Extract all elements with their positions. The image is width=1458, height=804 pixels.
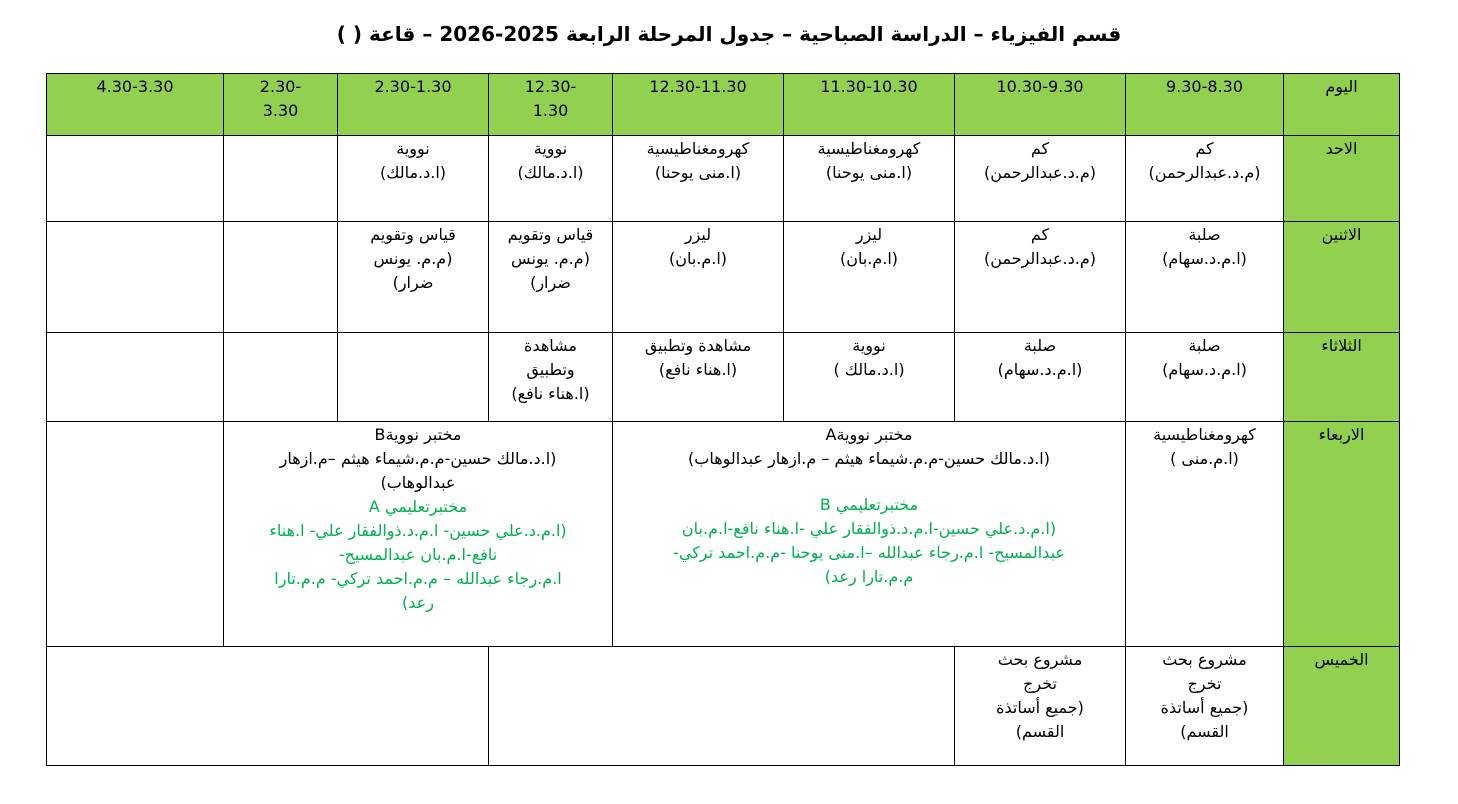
row-monday [47,222,1400,333]
subject: كهرومغناطيسية [646,139,750,158]
header-time-5-line2: 1.30 [532,101,569,120]
edu-lab-staff: نافع-ا.م.بان عبدالمسيح- [338,545,498,564]
tuesday-slot-7 [224,333,338,422]
project-line: تخرج [1023,674,1057,693]
row-sunday [47,136,1400,222]
sunday-slot-8 [47,136,224,222]
header-time-7-line1: -2.30 [259,77,302,96]
sunday-slot-4 [613,136,784,222]
monday-slot-8 [47,222,224,333]
subject: كهرومغناطيسية [1153,425,1256,444]
subject: صلبة [1188,225,1221,244]
project-line: مشروع بحث [997,650,1083,669]
subject: كم [1030,139,1050,158]
teacher: (ا.م.بان) [839,249,899,268]
subject: مشاهدة [524,336,577,355]
monday-slot-7 [224,222,338,333]
day-thursday: الخميس [1284,647,1400,766]
project-line: (جميع أساتذة [996,698,1084,717]
header-time-7 [224,74,338,136]
edu-lab-staff: ا.م.رجاء عبدالله – م.م.احمد تركي- م.م.تارا [274,569,562,588]
tuesday-slot-8 [47,333,224,422]
monday-slot-5 [489,222,613,333]
thursday-empty-2 [47,647,489,766]
header-time-4: 12.30-11.30 [613,74,784,136]
subject: كم [1195,139,1214,158]
subject: صلبة [1188,336,1221,355]
thursday-slot-1 [1126,647,1284,766]
subject: صلبة [1023,336,1057,355]
row-tuesday [47,333,1400,422]
edu-lab-title: مختبرتعليمي A [368,497,468,516]
subject: نووية [533,139,568,158]
header-time-8: 4.30-3.30 [47,74,224,136]
header-time-7-line2: 3.30 [262,101,299,120]
teacher: (ا.منى يوحنا) [825,163,913,182]
monday-slot-6 [338,222,489,333]
sunday-slot-1 [1126,136,1284,222]
teacher: ضرار) [392,273,434,292]
lab-title: مختبر نوويةB [374,425,462,444]
subject: ليزر [684,225,712,244]
edu-lab-staff: (ا.م.د.علي حسين- ا.م.د.ذوالفقار علي- ا.هناء [269,521,567,540]
project-line: مشروع بحث [1162,650,1247,669]
subject: مشاهدة وتطبيق [644,336,752,355]
header-day-cell [1284,74,1400,136]
day-wednesday: الاربعاء [1284,422,1400,647]
subject: كم [1030,225,1050,244]
lab-staff: عبدالوهاب) [380,473,456,492]
lab-staff: (ا.د.مالك حسين-م.م.شيماء هيثم – م.ازهار عبدالوهاب) [688,449,1050,468]
sunday-slot-3 [784,136,955,222]
tuesday-slot-3 [784,333,955,422]
subject: نووية [396,139,430,158]
header-time-1: 9.30-8.30 [1126,74,1284,136]
teacher: (م.د.عبدالرحمن) [984,163,1096,182]
header-time-5-line1: -12.30 [524,77,577,96]
thursday-empty-1 [489,647,955,766]
tuesday-slot-4 [613,333,784,422]
teacher: (م.د.عبدالرحمن) [1148,163,1261,182]
teacher: (ا.منى يوحنا) [654,163,742,182]
edu-lab-staff: رعد) [402,593,434,612]
subject: قياس وتقويم [370,225,456,244]
teacher: (ا.م.د.سهام) [997,360,1083,379]
teacher: (ا.هناء نافع) [658,360,738,379]
row-thursday [47,647,1400,766]
teacher: (ا.م.د.سهام) [1162,249,1247,268]
teacher: (ا.د.مالك) [379,163,447,182]
teacher: (م.د.عبدالرحمن) [984,249,1096,268]
project-line: (جميع أساتذة [1160,698,1249,717]
header-time-3: 11.30-10.30 [784,74,955,136]
sunday-slot-6 [338,136,489,222]
wednesday-slot-8 [47,422,224,647]
subject: نووية [852,336,886,355]
wednesday-lab-a [613,422,1126,647]
wednesday-lab-b [224,422,613,647]
day-monday: الاثنين [1284,222,1400,333]
monday-slot-1 [1126,222,1284,333]
edu-lab-staff: م.م.تارا رعد) [824,567,914,586]
subject: كهرومغناطيسية [817,139,921,158]
teacher: (ا.هناء نافع) [511,384,590,403]
subject: ليزر [855,225,883,244]
teacher: (م.م. يونس [373,249,453,268]
thursday-slot-2 [955,647,1126,766]
edu-lab-title: مختبرتعليمي B [819,495,919,514]
teacher: (ا.م.بان) [668,249,728,268]
monday-slot-3 [784,222,955,333]
tuesday-slot-2 [955,333,1126,422]
day-sunday: الاحد [1284,136,1400,222]
teacher: (م.م. يونس [511,249,590,268]
header-day-label: اليوم [1325,77,1358,96]
tuesday-slot-5 [489,333,613,422]
page-title: قسم الفيزياء – الدراسة الصباحية – جدول المرحلة الرابعة 2025-2026 – قاعة ( ) [336,22,1122,46]
tuesday-slot-1 [1126,333,1284,422]
teacher: (ا.د.مالك ) [833,360,905,379]
lab-staff: (ا.د.مالك حسين-م.م.شيماء هيثم –م.ازهار [279,449,557,468]
monday-slot-2 [955,222,1126,333]
header-time-6: 2.30-1.30 [338,74,489,136]
lab-title: مختبر نوويةA [825,425,913,444]
day-tuesday: الثلاثاء [1284,333,1400,422]
header-row [47,74,1400,136]
edu-lab-staff: عبدالمسيح- ا.م.رجاء عبدالله –ا.منى يوحنا -م.م.احمد تركي- [673,543,1065,562]
schedule-table [46,73,1400,766]
project-line: القسم) [1180,722,1229,741]
sunday-slot-7 [224,136,338,222]
project-line: القسم) [1015,722,1065,741]
sunday-slot-2 [955,136,1126,222]
subject: وتطبيق [526,360,575,379]
tuesday-slot-6 [338,333,489,422]
subject: قياس وتقويم [507,225,594,244]
monday-slot-4 [613,222,784,333]
wednesday-slot-1 [1126,422,1284,647]
sunday-slot-5 [489,136,613,222]
teacher: ضرار) [530,273,571,292]
teacher: (ا.م.د.سهام) [1162,360,1247,379]
teacher: (ا.م.منى ) [1170,449,1239,468]
header-time-5 [489,74,613,136]
teacher: (ا.د.مالك) [517,163,584,182]
project-line: تخرج [1187,674,1222,693]
header-time-2: 10.30-9.30 [955,74,1126,136]
row-wednesday [47,422,1400,647]
edu-lab-staff: (ا.م.د.علي حسين-ا.م.د.ذوالفقار علي -ا.هناء نافع-ا.م.بان [681,519,1057,538]
